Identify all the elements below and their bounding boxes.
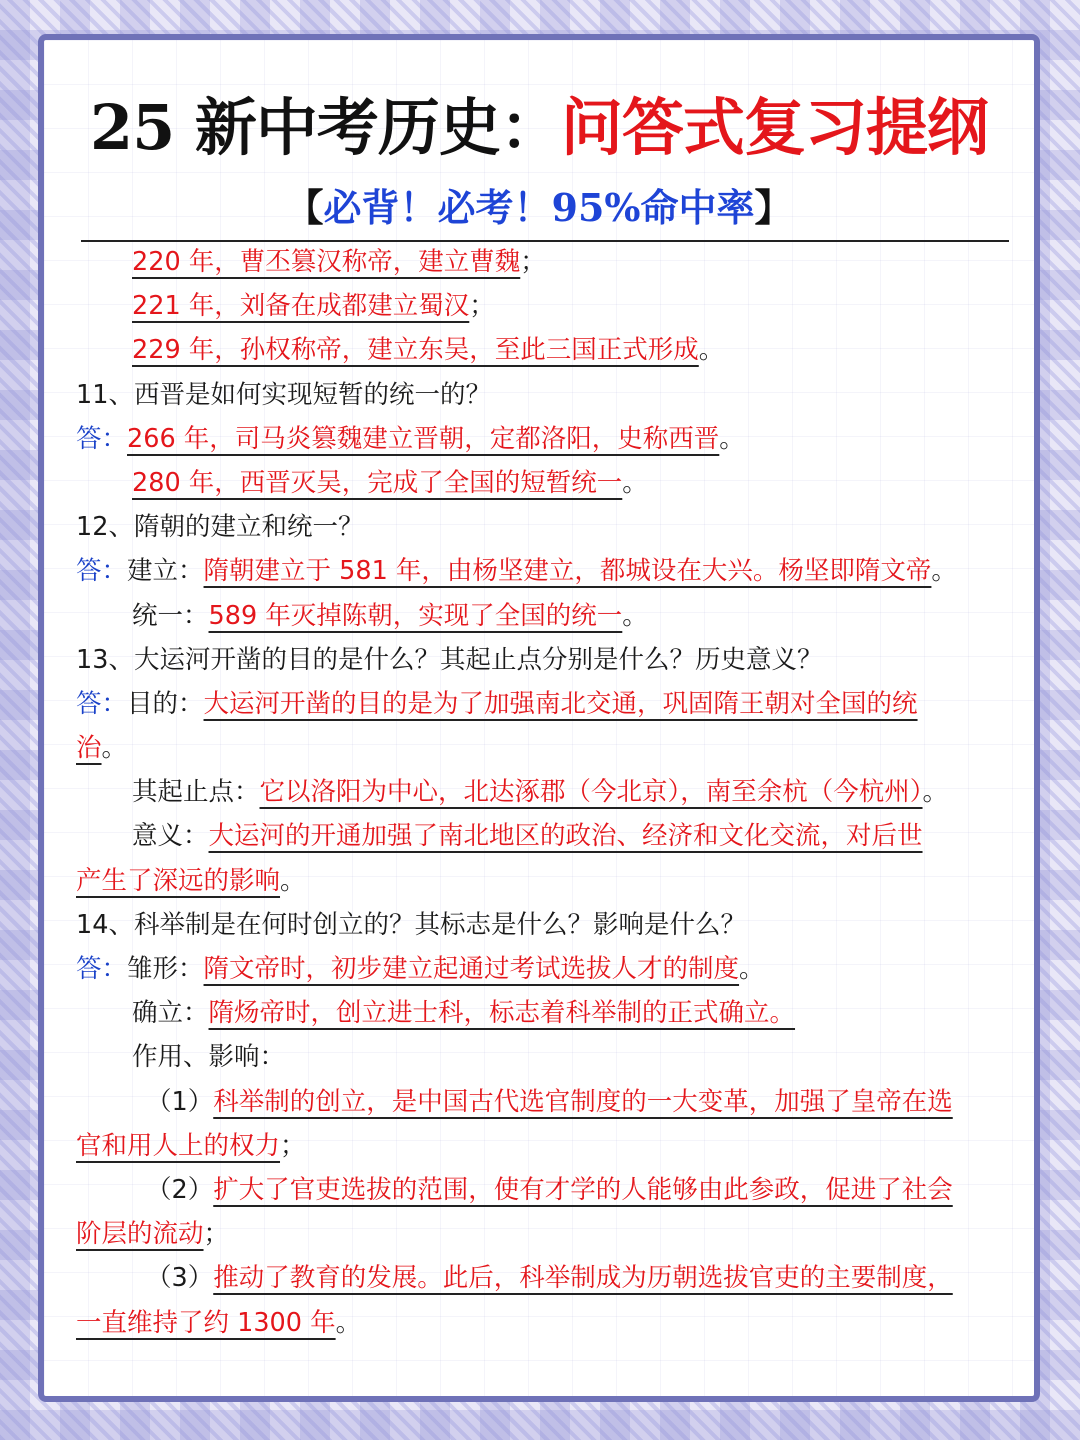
subtitle-open-bracket: 【 bbox=[285, 185, 324, 230]
answer-14-line-1 bbox=[76, 947, 1018, 991]
note-card bbox=[38, 34, 1040, 1402]
page-subtitle bbox=[44, 180, 1034, 236]
impact-item-3 bbox=[76, 1256, 1018, 1300]
answer-label: 答： bbox=[76, 556, 128, 587]
page-title bbox=[44, 88, 1034, 168]
answer-13-line-1 bbox=[76, 682, 1018, 726]
answer-11-line-2 bbox=[76, 461, 1018, 505]
answer-text: 官和用人上的权力 bbox=[76, 1130, 281, 1161]
answer-13-line-2 bbox=[76, 726, 1018, 770]
answer-13-line-5 bbox=[76, 859, 1018, 903]
subtitle-close-bracket: 】 bbox=[754, 185, 793, 230]
punctuation: 。 bbox=[698, 335, 725, 366]
outline-content bbox=[76, 240, 1018, 1345]
answer-text: 扩大了官吏选拔的范围，使有才学的人能够由此参政，促进了社会 bbox=[213, 1174, 953, 1205]
punctuation: 。 bbox=[622, 467, 648, 498]
impact-item-1-cont bbox=[76, 1124, 1018, 1168]
answer-text: 220 年，曹丕篡汉称帝，建立曹魏 bbox=[132, 247, 521, 277]
punctuation: 。 bbox=[739, 954, 765, 984]
title-red-part: 问答式复习提纲 bbox=[560, 91, 988, 164]
impact-item-2 bbox=[76, 1168, 1018, 1212]
punctuation: 。 bbox=[922, 777, 949, 808]
sub-label: 雏形： bbox=[127, 954, 204, 984]
answer-text: 阶层的流动 bbox=[76, 1219, 204, 1250]
punctuation: 。 bbox=[931, 556, 957, 587]
answer-text: 隋炀帝时，创立进士科，标志着科举制的正式确立。 bbox=[208, 998, 796, 1029]
punctuation: 。 bbox=[280, 865, 306, 896]
punctuation: ； bbox=[469, 291, 495, 322]
answer-label: 答： bbox=[76, 688, 128, 719]
answer-text: 229 年，孙权称帝，建立东吴，至此三国正式形成 bbox=[132, 335, 699, 366]
punctuation: ； bbox=[280, 1130, 306, 1161]
punctuation: 。 bbox=[622, 600, 648, 631]
answer-text: 隋文帝时，初步建立起通过考试选拔人才的制度 bbox=[203, 954, 740, 984]
punctuation: ； bbox=[520, 247, 546, 277]
answer-text: 221 年，刘备在成都建立蜀汉 bbox=[132, 291, 470, 322]
item-number: （2） bbox=[146, 1174, 214, 1205]
answer-label: 答： bbox=[76, 954, 128, 984]
answer-text: 推动了教育的发展。此后，科举制成为历朝选拔官吏的主要制度， bbox=[213, 1263, 953, 1294]
answer-text: 266 年，司马炎篡魏建立晋朝，定都洛阳，史称西晋 bbox=[127, 423, 720, 454]
punctuation: 。 bbox=[335, 1307, 362, 1338]
question-11: 11、西晋是如何实现短暂的统一的？ bbox=[76, 379, 491, 410]
punctuation: ； bbox=[203, 1219, 230, 1250]
question-13: 13、大运河开凿的目的是什么？其起止点分别是什么？历史意义？ bbox=[76, 644, 823, 675]
answer-13-line-4 bbox=[76, 814, 1018, 858]
punctuation: 。 bbox=[101, 733, 128, 764]
sub-label: 目的： bbox=[127, 688, 204, 719]
answer-text: 产生了深远的影响 bbox=[76, 865, 281, 896]
question-14: 14、科举制是在何时创立的？其标志是什么？影响是什么？ bbox=[76, 909, 746, 940]
answer-text: 一直维持了约 1300 年 bbox=[76, 1307, 336, 1338]
answer-label: 答： bbox=[76, 423, 128, 454]
answer-text: 科举制的创立，是中国古代选官制度的一大变革，加强了皇帝在选 bbox=[213, 1086, 953, 1117]
list-item bbox=[76, 240, 1018, 284]
answer-11-line-1 bbox=[76, 417, 1018, 461]
answer-12-line-2 bbox=[76, 594, 1018, 638]
answer-14-line-3 bbox=[76, 1035, 1018, 1079]
title-black-part: 25 新中考历史： bbox=[90, 91, 561, 164]
answer-14-line-2 bbox=[76, 991, 1018, 1035]
answer-text: 治 bbox=[76, 733, 102, 764]
answer-text: 大运河开凿的目的是为了加强南北交通，巩固隋王朝对全国的统 bbox=[203, 688, 918, 719]
list-item bbox=[76, 328, 1018, 372]
sub-label: 意义： bbox=[132, 821, 209, 852]
punctuation: 。 bbox=[719, 423, 745, 454]
answer-text: 它以洛阳为中心，北达涿郡（今北京），南至余杭（今杭州） bbox=[259, 777, 923, 808]
question-12: 12、隋朝的建立和统一？ bbox=[76, 512, 364, 543]
sub-label: 其起止点： bbox=[132, 777, 260, 808]
impact-item-1 bbox=[76, 1080, 1018, 1124]
subtitle-text: 必背！必考！95%命中率 bbox=[323, 185, 755, 230]
item-number: （3） bbox=[146, 1263, 214, 1294]
impact-item-3-cont bbox=[76, 1301, 1018, 1345]
answer-text: 隋朝建立于 581 年，由杨坚建立，都城设在大兴。杨坚即隋文帝 bbox=[203, 556, 932, 587]
answer-text: 589 年灭掉陈朝，实现了全国的统一 bbox=[208, 600, 623, 631]
sub-label: 统一： bbox=[132, 600, 209, 631]
sub-label: 建立： bbox=[127, 556, 204, 587]
answer-12-line-1 bbox=[76, 549, 1018, 593]
sub-label: 确立： bbox=[132, 998, 209, 1029]
answer-13-line-3 bbox=[76, 770, 1018, 814]
sub-label: 作用、影响： bbox=[132, 1042, 286, 1073]
impact-item-2-cont bbox=[76, 1212, 1018, 1256]
answer-text: 280 年，西晋灭吴，完成了全国的短暂统一 bbox=[132, 467, 623, 498]
list-item bbox=[76, 284, 1018, 328]
item-number: （1） bbox=[146, 1086, 214, 1117]
answer-text: 大运河的开通加强了南北地区的政治、经济和文化交流，对后世 bbox=[208, 821, 923, 852]
